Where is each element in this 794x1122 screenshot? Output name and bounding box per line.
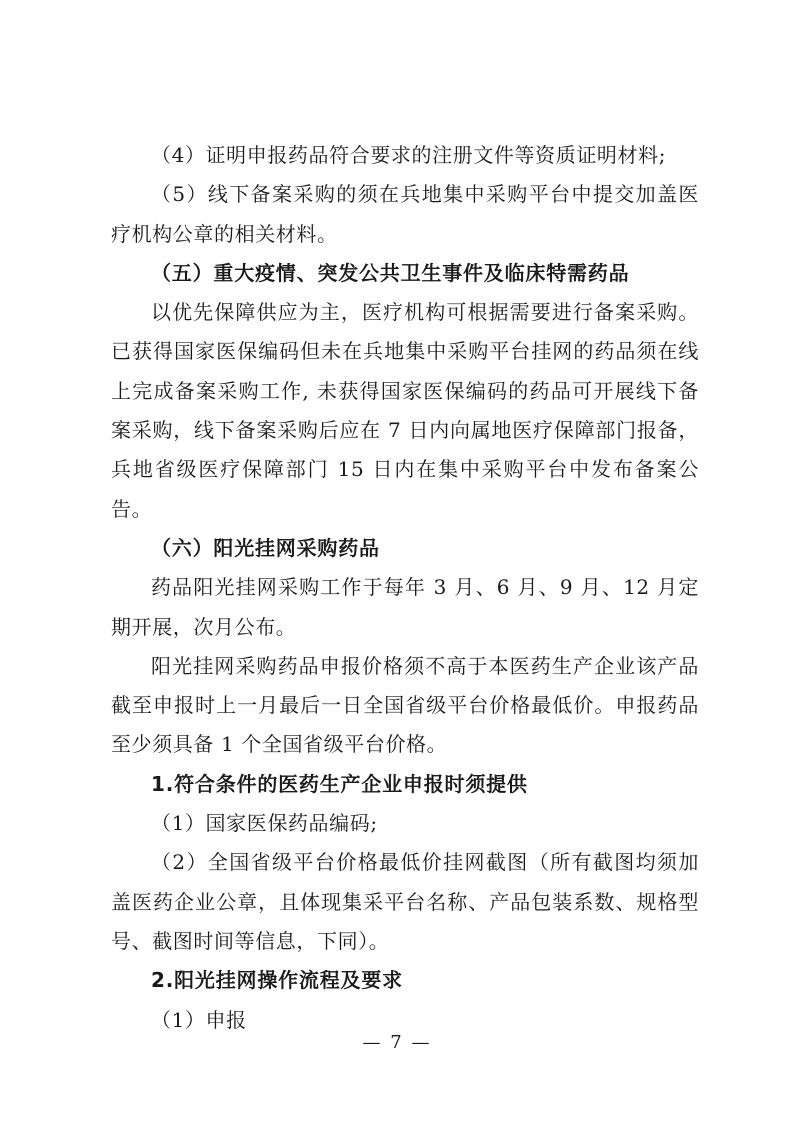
subsection-1-item-2: （2）全国省级平台价格最低价挂网截图（所有截图均须加盖医药企业公章，且体现集采平台名称、产品包装系数、规格型号、截图时间等信息，下同）。 (111, 850, 699, 953)
subsection-1-heading: 1.符合条件的医药生产企业申报时须提供 (151, 771, 528, 796)
section-5-heading: （五）重大疫情、突发公共卫生事件及临床特需药品 (151, 260, 630, 285)
section-6-schedule: 药品阳光挂网采购工作于每年 3 月、6 月、9 月、12 月定期开展，次月公布。 (111, 575, 699, 639)
document-body (111, 136, 699, 1040)
subsection-2-heading: 2.阳光挂网操作流程及要求 (151, 968, 403, 993)
page-number: — 7 — (362, 1032, 432, 1053)
subsection-1-item-1: （1）国家医保药品编码; (151, 811, 378, 836)
section-6-heading: （六）阳光挂网采购药品 (151, 535, 380, 560)
section-5-body: 以优先保障供应为主，医疗机构可根据需要进行备案采购。已获得国家医保编码但未在兵地集中采购平台挂网的药品须在线上完成备案采购工作, 未获得国家医保编码的药品可开展线下备案采购，线下备案采购后应在 7 日内向属地医疗保障部门报备，兵地省级医疗保障部门 15 日内在集中采购平台中发布备案公告。 (111, 300, 699, 521)
item-5-offline-filing-materials: （5）线下备案采购的须在兵地集中采购平台中提交加盖医疗机构公章的相关材料。 (111, 182, 699, 246)
section-6-pricing-rule: 阳光挂网采购药品申报价格须不高于本医药生产企业该产品截至申报时上一月最后一日全国省级平台价格最低价。申报药品至少须具备 1 个全国省级平台价格。 (111, 653, 699, 757)
item-4-qualification-docs: （4）证明申报药品符合要求的注册文件等资质证明材料; (151, 143, 667, 167)
subsection-2-item-1: （1）申报 (151, 1007, 247, 1032)
